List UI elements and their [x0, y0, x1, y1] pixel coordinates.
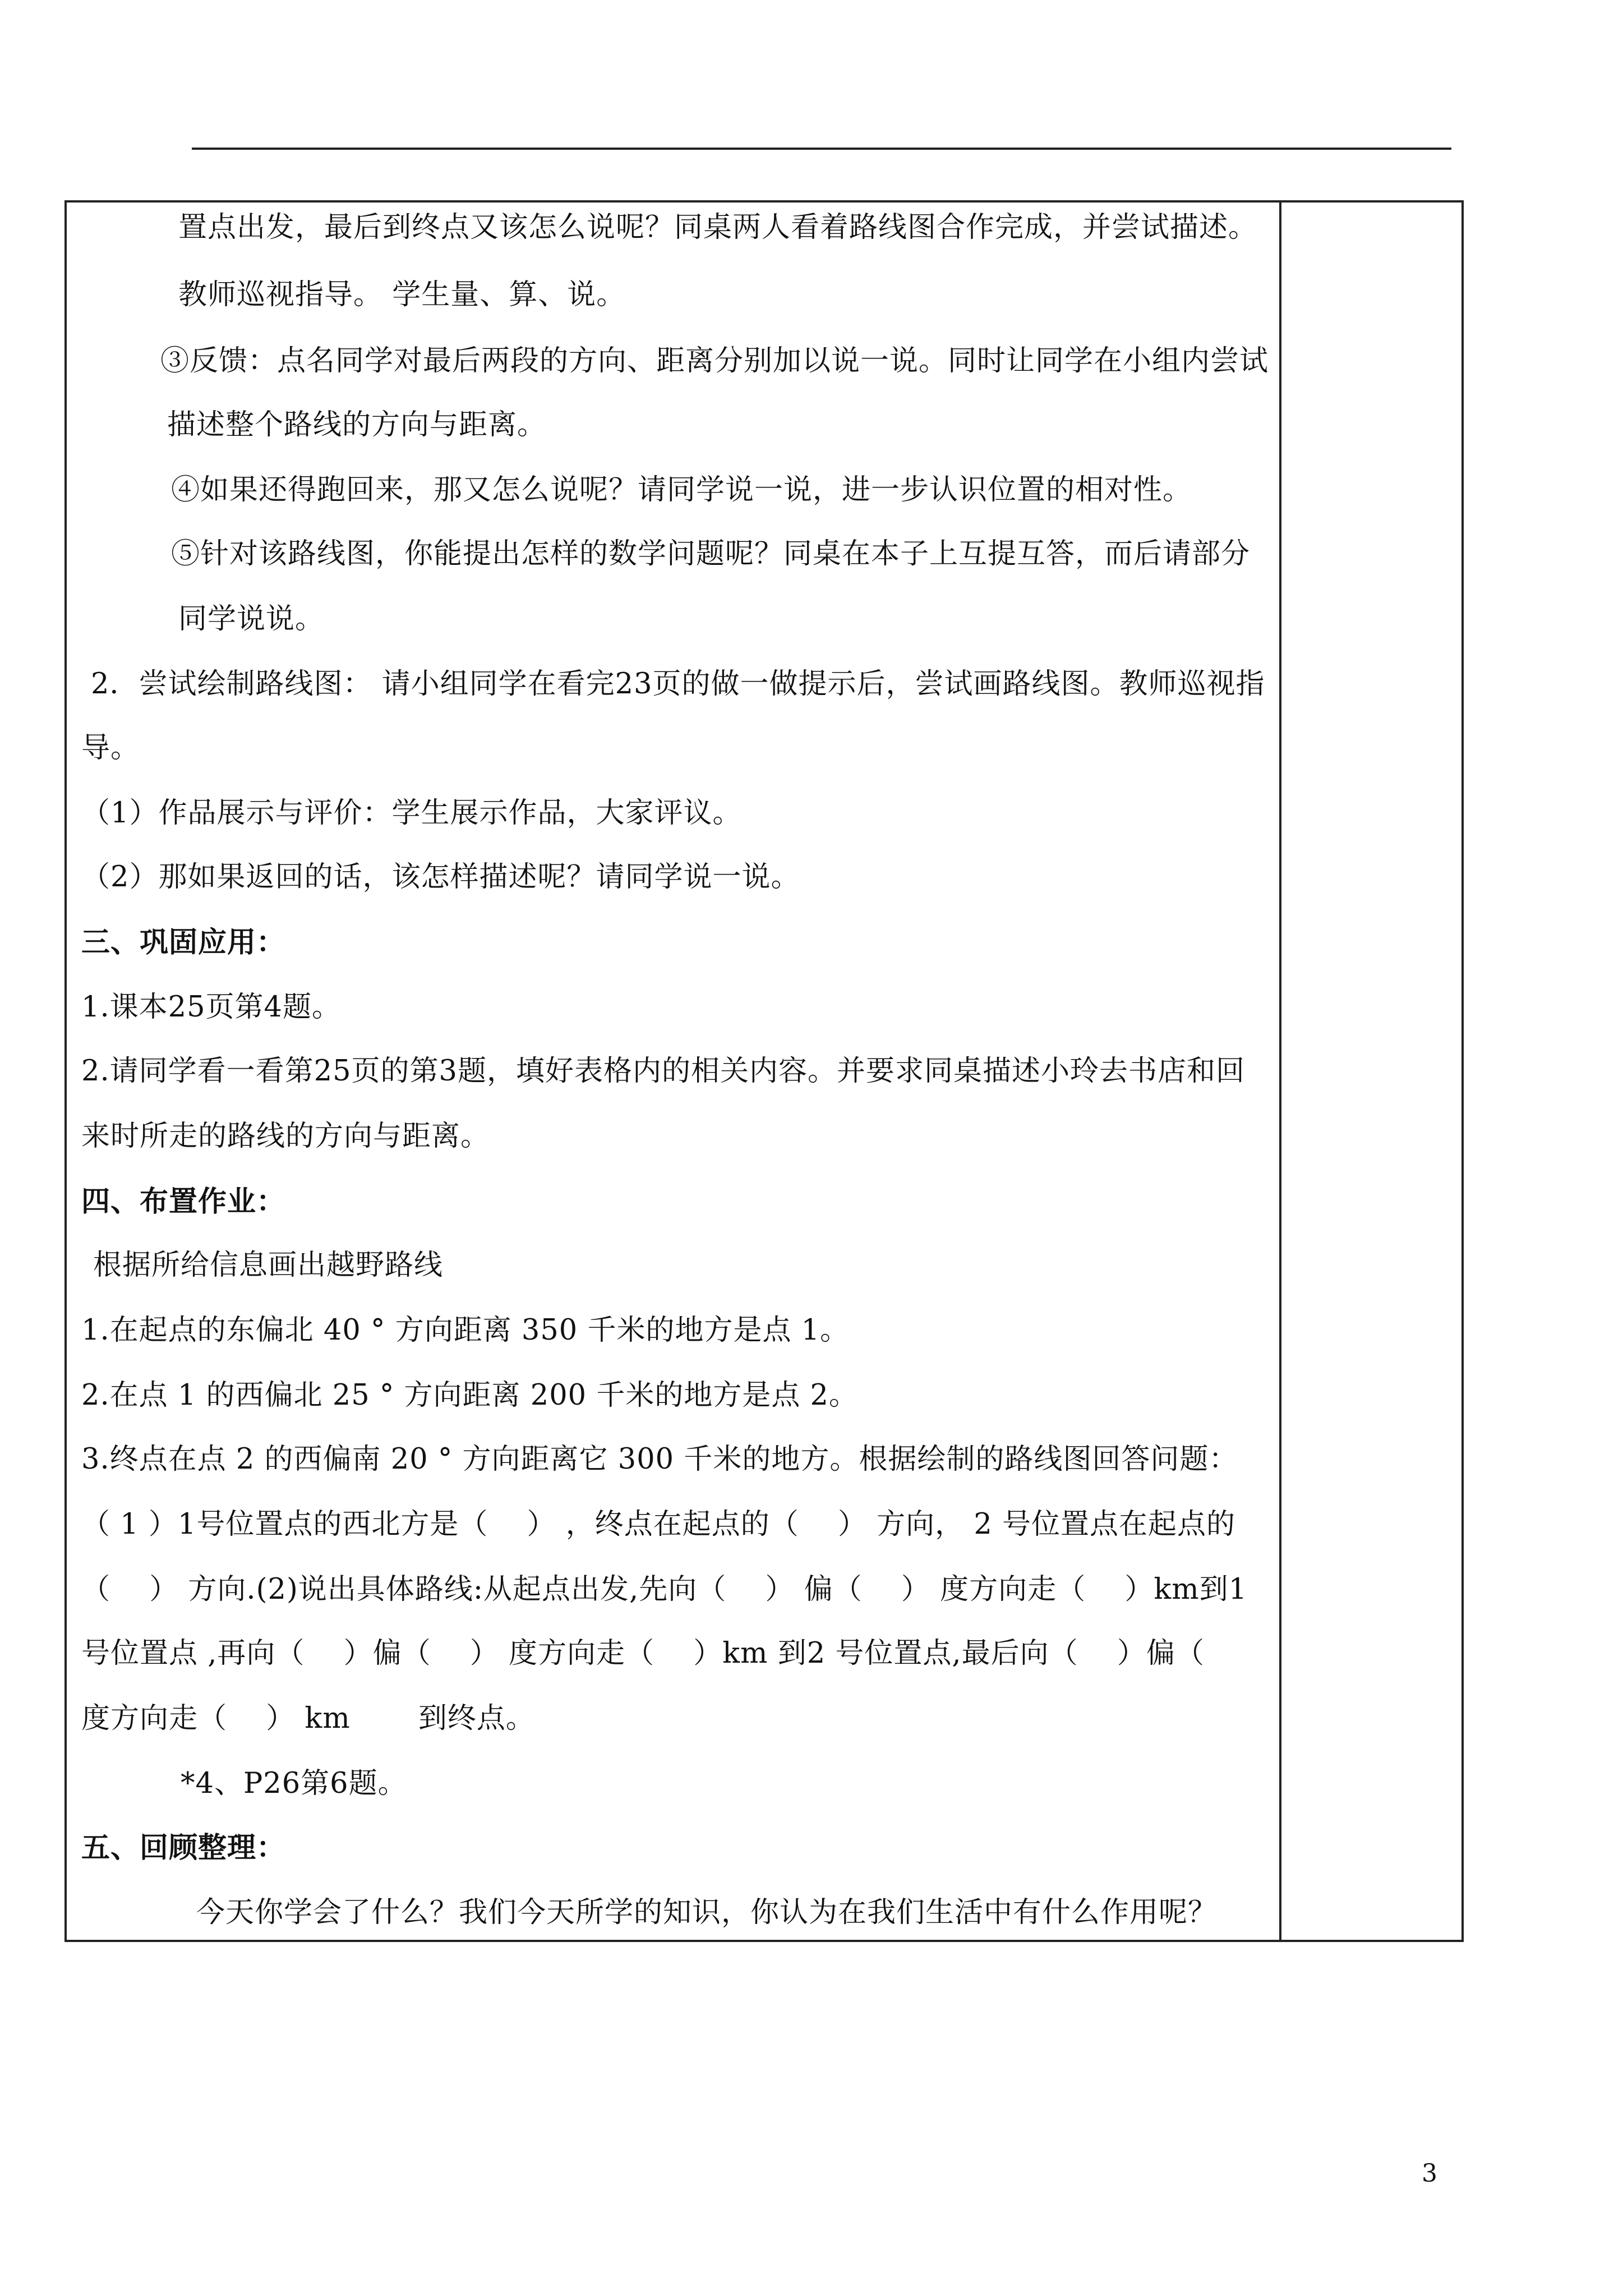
text-line: 3.终点在点 2 的西偏南 20 ° 方向距离它 300 千米的地方。根据绘制的路线图回答问题：	[81, 1443, 1238, 1476]
text-line: 号位置点 ,再向（ ）偏（ ） 度方向走（ ）km 到2 号位置点,最后向（ ）偏（	[81, 1637, 1205, 1670]
text-line: 根据所给信息画出越野路线	[93, 1249, 444, 1282]
section-heading: 四、布置作业：	[81, 1185, 286, 1218]
text-line: 1.在起点的东偏北 40 ° 方向距离 350 千米的地方是点 1。	[81, 1314, 850, 1347]
text-line: （ ） 方向.(2)说出具体路线:从起点出发,先向（ ） 偏（ ） 度方向走（ ）km到1	[81, 1573, 1248, 1606]
text-line: ③反馈：点名同学对最后两段的方向、距离分别加以说一说。同时让同学在小组内尝试	[160, 344, 1269, 378]
header-rule	[192, 148, 1451, 150]
text-line: 置点出发，最后到终点又该怎么说呢？同桌两人看着路线图合作完成，并尝试描述。	[178, 211, 1258, 244]
text-line: （2）那如果返回的话，该怎样描述呢？请同学说一说。	[81, 861, 800, 894]
text-line: 导。	[81, 731, 140, 765]
text-line: （ 1 ）1号位置点的西北方是（ ） ，终点在起点的（ ） 方向， 2 号位置点在起点的	[81, 1508, 1236, 1541]
text-line: 2.在点 1 的西偏北 25 ° 方向距离 200 千米的地方是点 2。	[81, 1379, 858, 1412]
text-line: 2.请同学看一看第25页的第3题，填好表格内的相关内容。并要求同桌描述小玲去书店和回	[81, 1055, 1246, 1088]
section-heading: 五、回顾整理：	[81, 1831, 286, 1865]
text-line: 度方向走（ ） km 到终点。	[81, 1702, 535, 1735]
text-line: 2．尝试绘制路线图： 请小组同学在看完23页的做一做提示后，尝试画路线图。教师巡视指	[91, 668, 1265, 701]
text-line: 教师巡视指导。 学生量、算、说。	[178, 278, 626, 311]
section-heading: 三、巩固应用：	[81, 926, 286, 959]
text-line: 今天你学会了什么？我们今天所学的知识，你认为在我们生活中有什么作用呢？	[196, 1896, 1218, 1929]
text-line: ⑤针对该路线图，你能提出怎样的数学问题呢？同桌在本子上互提互答，而后请部分	[171, 537, 1251, 570]
page-number: 3	[1422, 2159, 1437, 2188]
text-line: 1.课本25页第4题。	[81, 991, 342, 1024]
text-line: 描述整个路线的方向与距离。	[167, 408, 547, 441]
text-line: *4、P26第6题。	[181, 1767, 407, 1800]
table-column-divider	[1279, 200, 1281, 1942]
text-line: ④如果还得跑回来，那又怎么说呢？请同学说一说，进一步认识位置的相对性。	[171, 473, 1192, 507]
text-line: 同学说说。	[178, 602, 325, 636]
text-line: 来时所走的路线的方向与距离。	[81, 1120, 490, 1153]
text-line: （1）作品展示与评价：学生展示作品，大家评议。	[81, 797, 742, 830]
